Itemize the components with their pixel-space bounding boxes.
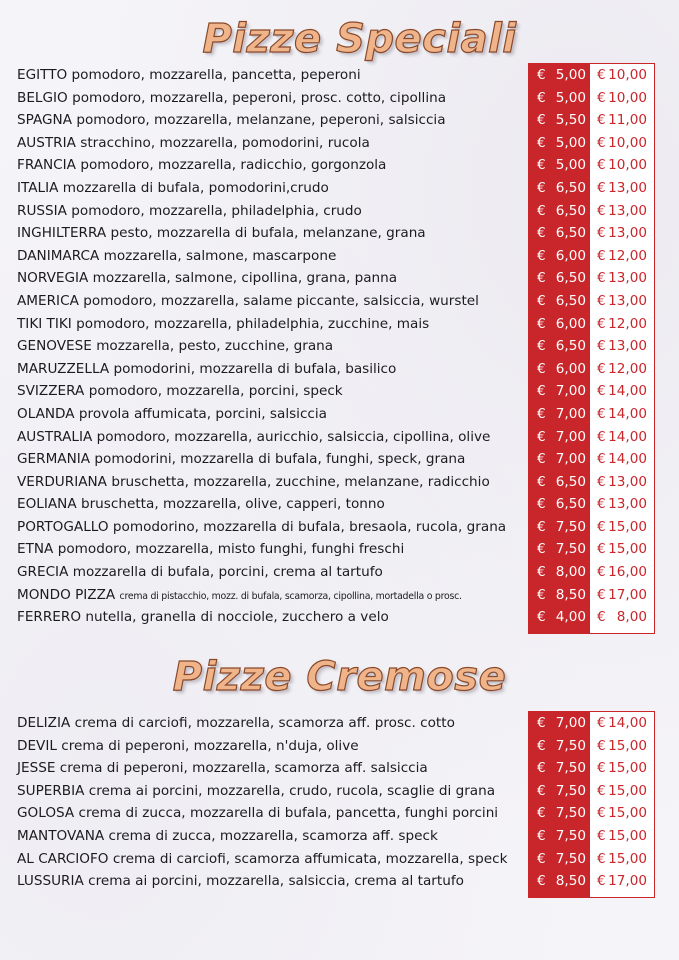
currency-symbol: € — [597, 737, 606, 754]
pizza-ingredients: pomodoro, mozzarella, misto funghi, funghi freschi — [57, 541, 405, 558]
currency-symbol: € — [537, 850, 546, 867]
pizza-name: ETNA — [17, 541, 54, 558]
price-value: 12,00 — [608, 360, 647, 377]
price-value: 5,50 — [555, 112, 586, 129]
price-value: 6,50 — [555, 473, 586, 490]
currency-symbol: € — [597, 609, 606, 626]
menu-item — [17, 267, 517, 290]
pizza-ingredients: pomodoro, mozzarella, salame piccante, salsiccia, wurstel — [83, 292, 479, 309]
price-value: 7,50 — [555, 850, 586, 867]
menu-item — [17, 493, 517, 516]
price-row — [529, 848, 654, 871]
price-value: 7,50 — [555, 737, 586, 754]
price-value: 4,00 — [555, 609, 586, 626]
pizza-name: MANTOVANA — [17, 827, 105, 844]
pizza-ingredients: nutella, granella di nocciole, zucchero a velo — [85, 609, 389, 626]
pizza-name: DELIZIA — [17, 715, 71, 731]
currency-symbol: € — [597, 715, 606, 731]
currency-symbol: € — [537, 827, 546, 844]
currency-symbol: € — [537, 564, 546, 581]
currency-symbol: € — [597, 827, 606, 844]
price-row — [529, 109, 654, 132]
pizza-name: AL CARCIOFO — [17, 850, 109, 867]
currency-symbol: € — [537, 134, 546, 151]
menu-item — [17, 538, 517, 561]
pizza-name: VERDURIANA — [17, 473, 107, 490]
currency-symbol: € — [537, 737, 546, 754]
menu-item — [17, 154, 517, 177]
pizze-cremose-prices — [528, 711, 655, 898]
currency-symbol: € — [597, 473, 606, 490]
price-value: 6,50 — [555, 338, 586, 355]
currency-symbol: € — [537, 89, 546, 106]
currency-symbol: € — [597, 760, 606, 777]
price-value: 7,50 — [555, 760, 586, 777]
currency-symbol: € — [597, 225, 606, 242]
currency-symbol: € — [597, 850, 606, 867]
pizza-name: SUPERBIA — [17, 782, 85, 799]
price-value: 5,00 — [555, 157, 586, 174]
price-value: 15,00 — [608, 541, 647, 558]
currency-symbol: € — [537, 315, 546, 332]
pizza-ingredients: pomodorini, mozzarella di bufala, funghi, speck, grana — [94, 451, 466, 468]
pizza-ingredients: bruschetta, mozzarella, olive, capperi, tonno — [80, 496, 385, 513]
pizza-name: RUSSIA — [17, 202, 67, 219]
price-value: 7,50 — [555, 782, 586, 799]
menu-item — [17, 87, 517, 110]
currency-symbol: € — [597, 405, 606, 422]
price-value: 6,50 — [555, 202, 586, 219]
menu-item — [17, 358, 517, 381]
price-row — [529, 177, 654, 200]
pizza-name: TIKI TIKI — [17, 315, 72, 332]
price-row — [529, 448, 654, 471]
price-value: 6,50 — [555, 270, 586, 287]
menu-item — [17, 757, 517, 780]
price-value: 7,00 — [555, 428, 586, 445]
currency-symbol: € — [537, 518, 546, 535]
price-value: 15,00 — [608, 827, 647, 844]
price-row — [529, 584, 654, 607]
currency-symbol: € — [537, 383, 546, 400]
currency-symbol: € — [597, 541, 606, 558]
pizza-ingredients: bruschetta, mozzarella, zucchine, melanzane, radicchio — [111, 473, 490, 490]
price-row — [529, 313, 654, 336]
price-value: 6,50 — [555, 225, 586, 242]
price-value: 8,00 — [616, 609, 647, 626]
pizza-ingredients: mozzarella, salmone, mascarpone — [103, 247, 337, 264]
price-value: 7,50 — [555, 518, 586, 535]
currency-symbol: € — [537, 715, 546, 731]
currency-symbol: € — [597, 496, 606, 513]
menu-item — [17, 313, 517, 336]
currency-symbol: € — [597, 782, 606, 799]
currency-symbol: € — [597, 315, 606, 332]
currency-symbol: € — [597, 518, 606, 535]
price-value: 6,50 — [555, 496, 586, 513]
section-title-speciali: Pizze Speciali — [202, 16, 517, 62]
price-value: 15,00 — [608, 518, 647, 535]
currency-symbol: € — [537, 112, 546, 129]
menu-item — [17, 735, 517, 758]
currency-symbol: € — [537, 157, 546, 174]
price-value: 5,00 — [555, 67, 586, 83]
price-row — [529, 64, 654, 87]
price-row — [529, 222, 654, 245]
price-row — [529, 493, 654, 516]
price-value: 7,00 — [555, 405, 586, 422]
price-value: 7,00 — [555, 715, 586, 731]
pizza-ingredients: crema di peperoni, mozzarella, n'duja, olive — [61, 737, 359, 754]
pizza-ingredients: stracchino, mozzarella, pomodorini, rucola — [80, 134, 370, 151]
menu-item — [17, 802, 517, 825]
currency-symbol: € — [537, 67, 546, 83]
menu-item — [17, 403, 517, 426]
pizza-name: MARUZZELLA — [17, 360, 110, 377]
currency-symbol: € — [597, 202, 606, 219]
pizza-ingredients: mozzarella di bufala, pomodorini,crudo — [62, 179, 329, 196]
pizza-ingredients: crema ai porcini, mozzarella, salsiccia, crema al tartufo — [88, 873, 464, 890]
pizza-ingredients: mozzarella di bufala, porcini, crema al tartufo — [72, 564, 383, 581]
currency-symbol: € — [537, 405, 546, 422]
pizza-name: FERRERO — [17, 609, 82, 626]
menu-item — [17, 245, 517, 268]
menu-item — [17, 780, 517, 803]
menu-item — [17, 290, 517, 313]
currency-symbol: € — [597, 428, 606, 445]
menu-item — [17, 584, 517, 607]
price-row — [529, 358, 654, 381]
pizza-ingredients: crema di carciofi, mozzarella, scamorza aff. prosc. cotto — [74, 715, 455, 731]
price-value: 12,00 — [608, 315, 647, 332]
currency-symbol: € — [597, 564, 606, 581]
pizza-ingredients: crema di carciofi, scamorza affumicata, mozzarella, speck — [112, 850, 508, 867]
pizza-name: OLANDA — [17, 405, 75, 422]
currency-symbol: € — [597, 89, 606, 106]
price-value: 5,00 — [555, 134, 586, 151]
price-value: 8,50 — [555, 873, 586, 890]
pizza-name: DEVIL — [17, 737, 57, 754]
pizza-ingredients: mozzarella, salmone, cipollina, grana, panna — [92, 270, 398, 287]
pizza-ingredients: mozzarella, pesto, zucchine, grana — [96, 338, 334, 355]
price-value: 10,00 — [608, 67, 647, 83]
menu-item — [17, 335, 517, 358]
price-value: 14,00 — [608, 428, 647, 445]
price-value: 17,00 — [608, 586, 647, 603]
currency-symbol: € — [597, 134, 606, 151]
pizza-ingredients: pomodoro, mozzarella, auricchio, salsiccia, cipollina, olive — [96, 428, 491, 445]
price-value: 8,50 — [555, 586, 586, 603]
price-value: 16,00 — [608, 564, 647, 581]
currency-symbol: € — [537, 609, 546, 626]
price-row — [529, 132, 654, 155]
price-row — [529, 825, 654, 848]
pizza-name: GERMANIA — [17, 451, 91, 468]
price-value: 10,00 — [608, 89, 647, 106]
price-value: 7,00 — [555, 383, 586, 400]
price-value: 6,00 — [555, 247, 586, 264]
pizza-name: EGITTO — [17, 67, 68, 83]
pizza-name: SVIZZERA — [17, 383, 85, 400]
pizza-ingredients: pesto, mozzarella di bufala, melanzane, grana — [110, 225, 426, 242]
menu-item — [17, 200, 517, 223]
price-value: 17,00 — [608, 873, 647, 890]
price-row — [529, 87, 654, 110]
pizza-ingredients: crema di zucca, mozzarella di bufala, pancetta, funghi porcini — [78, 805, 499, 822]
price-value: 8,00 — [555, 564, 586, 581]
pizza-ingredients: pomodoro, mozzarella, radicchio, gorgonzola — [80, 157, 387, 174]
menu-item — [17, 561, 517, 584]
price-value: 13,00 — [608, 225, 647, 242]
price-value: 10,00 — [608, 134, 647, 151]
pizza-name: EOLIANA — [17, 496, 77, 513]
price-row — [529, 426, 654, 449]
menu-item — [17, 426, 517, 449]
currency-symbol: € — [537, 541, 546, 558]
price-value: 10,00 — [608, 157, 647, 174]
pizza-name: GENOVESE — [17, 338, 92, 355]
pizza-ingredients: pomodoro, mozzarella, philadelphia, zucchine, mais — [76, 315, 430, 332]
menu-item — [17, 848, 517, 871]
price-row — [529, 154, 654, 177]
pizza-name: LUSSURIA — [17, 873, 84, 890]
currency-symbol: € — [597, 270, 606, 287]
currency-symbol: € — [597, 112, 606, 129]
currency-symbol: € — [597, 805, 606, 822]
price-row — [529, 200, 654, 223]
price-value: 13,00 — [608, 338, 647, 355]
price-value: 7,00 — [555, 451, 586, 468]
menu-item — [17, 606, 517, 629]
currency-symbol: € — [537, 473, 546, 490]
price-row — [529, 335, 654, 358]
price-value: 14,00 — [608, 451, 647, 468]
price-value: 14,00 — [608, 383, 647, 400]
pizza-name: NORVEGIA — [17, 270, 89, 287]
menu-item — [17, 380, 517, 403]
price-row — [529, 380, 654, 403]
currency-symbol: € — [597, 179, 606, 196]
pizza-name: FRANCIA — [17, 157, 76, 174]
price-value: 13,00 — [608, 202, 647, 219]
price-value: 14,00 — [608, 715, 647, 731]
price-row — [529, 267, 654, 290]
currency-symbol: € — [597, 338, 606, 355]
price-row — [529, 802, 654, 825]
menu-item — [17, 448, 517, 471]
pizza-ingredients: pomodorino, mozzarella di bufala, bresaola, rucola, grana — [112, 518, 507, 535]
price-value: 13,00 — [608, 496, 647, 513]
price-value: 15,00 — [608, 850, 647, 867]
price-value: 6,50 — [555, 179, 586, 196]
currency-symbol: € — [537, 247, 546, 264]
pizza-ingredients: provola affumicata, porcini, salsiccia — [78, 405, 328, 422]
currency-symbol: € — [537, 225, 546, 242]
pizza-name: DANIMARCA — [17, 247, 100, 264]
pizza-ingredients: pomodorini, mozzarella di bufala, basilico — [113, 360, 397, 377]
pizza-ingredients: crema di zucca, mozzarella, scamorza aff. speck — [108, 827, 438, 844]
menu-item — [17, 132, 517, 155]
currency-symbol: € — [597, 67, 606, 83]
pizze-cremose-list — [17, 712, 517, 893]
currency-symbol: € — [597, 383, 606, 400]
price-value: 11,00 — [608, 112, 647, 129]
currency-symbol: € — [537, 179, 546, 196]
price-value: 14,00 — [608, 405, 647, 422]
pizza-ingredients: pomodoro, mozzarella, pancetta, peperoni — [71, 67, 361, 83]
pizza-name: INGHILTERRA — [17, 225, 107, 242]
price-value: 13,00 — [608, 270, 647, 287]
pizza-name: SPAGNA — [17, 112, 73, 129]
menu-item — [17, 222, 517, 245]
currency-symbol: € — [537, 338, 546, 355]
price-row — [529, 606, 654, 629]
price-row — [529, 780, 654, 803]
pizza-name: AUSTRIA — [17, 134, 76, 151]
price-value: 15,00 — [608, 782, 647, 799]
menu-item — [17, 177, 517, 200]
pizza-name: BELGIO — [17, 89, 68, 106]
currency-symbol: € — [537, 586, 546, 603]
price-row — [529, 471, 654, 494]
price-row — [529, 757, 654, 780]
pizza-ingredients: pomodoro, mozzarella, melanzane, peperoni, salsiccia — [76, 112, 446, 129]
pizza-name: AMERICA — [17, 292, 79, 309]
price-row — [529, 403, 654, 426]
pizza-ingredients: pomodoro, mozzarella, philadelphia, crudo — [71, 202, 362, 219]
currency-symbol: € — [597, 360, 606, 377]
currency-symbol: € — [597, 586, 606, 603]
price-value: 6,00 — [555, 315, 586, 332]
currency-symbol: € — [597, 292, 606, 309]
pizza-ingredients: crema ai porcini, mozzarella, crudo, rucola, scaglie di grana — [88, 782, 496, 799]
pizza-name: GRECIA — [17, 564, 69, 581]
menu-item — [17, 109, 517, 132]
currency-symbol: € — [537, 873, 546, 890]
price-row — [529, 290, 654, 313]
menu-item — [17, 471, 517, 494]
currency-symbol: € — [537, 451, 546, 468]
pizza-ingredients: pomodoro, mozzarella, porcini, speck — [88, 383, 343, 400]
pizza-name: MONDO PIZZA — [17, 586, 116, 603]
pizze-speciali-prices — [528, 63, 655, 634]
menu-item — [17, 64, 517, 87]
pizza-ingredients: crema di peperoni, mozzarella, scamorza aff. salsiccia — [59, 760, 428, 777]
price-value: 15,00 — [608, 805, 647, 822]
currency-symbol: € — [537, 270, 546, 287]
currency-symbol: € — [597, 247, 606, 264]
price-row — [529, 712, 654, 735]
pizza-name: AUSTRALIA — [17, 428, 93, 445]
price-row — [529, 735, 654, 758]
currency-symbol: € — [597, 873, 606, 890]
currency-symbol: € — [537, 760, 546, 777]
price-value: 6,50 — [555, 292, 586, 309]
price-value: 13,00 — [608, 473, 647, 490]
pizza-name: GOLOSA — [17, 805, 75, 822]
section-title-cremose: Pizze Cremose — [172, 654, 507, 700]
currency-symbol: € — [537, 360, 546, 377]
price-row — [529, 516, 654, 539]
price-value: 13,00 — [608, 292, 647, 309]
price-row — [529, 538, 654, 561]
price-value: 7,50 — [555, 827, 586, 844]
price-value: 6,00 — [555, 360, 586, 377]
pizza-ingredients: pomodoro, mozzarella, peperoni, prosc. cotto, cipollina — [72, 89, 447, 106]
price-value: 13,00 — [608, 179, 647, 196]
pizze-speciali-list — [17, 64, 517, 629]
price-row — [529, 245, 654, 268]
price-value: 7,50 — [555, 541, 586, 558]
menu-item — [17, 825, 517, 848]
currency-symbol: € — [597, 451, 606, 468]
currency-symbol: € — [537, 805, 546, 822]
currency-symbol: € — [537, 202, 546, 219]
currency-symbol: € — [537, 782, 546, 799]
pizza-name: PORTOGALLO — [17, 518, 109, 535]
price-value: 5,00 — [555, 89, 586, 106]
pizza-ingredients: crema di pistacchio, mozz. di bufala, scamorza, cipollina, mortadella o prosc. — [119, 590, 462, 602]
price-value: 12,00 — [608, 247, 647, 264]
pizza-name: JESSE — [17, 760, 56, 777]
menu-item — [17, 712, 517, 735]
currency-symbol: € — [597, 157, 606, 174]
currency-symbol: € — [537, 428, 546, 445]
menu-item — [17, 516, 517, 539]
currency-symbol: € — [537, 292, 546, 309]
price-value: 15,00 — [608, 737, 647, 754]
currency-symbol: € — [537, 496, 546, 513]
price-value: 15,00 — [608, 760, 647, 777]
price-value: 7,50 — [555, 805, 586, 822]
menu-item — [17, 870, 517, 893]
pizza-name: ITALIA — [17, 179, 59, 196]
price-row — [529, 870, 654, 893]
price-row — [529, 561, 654, 584]
